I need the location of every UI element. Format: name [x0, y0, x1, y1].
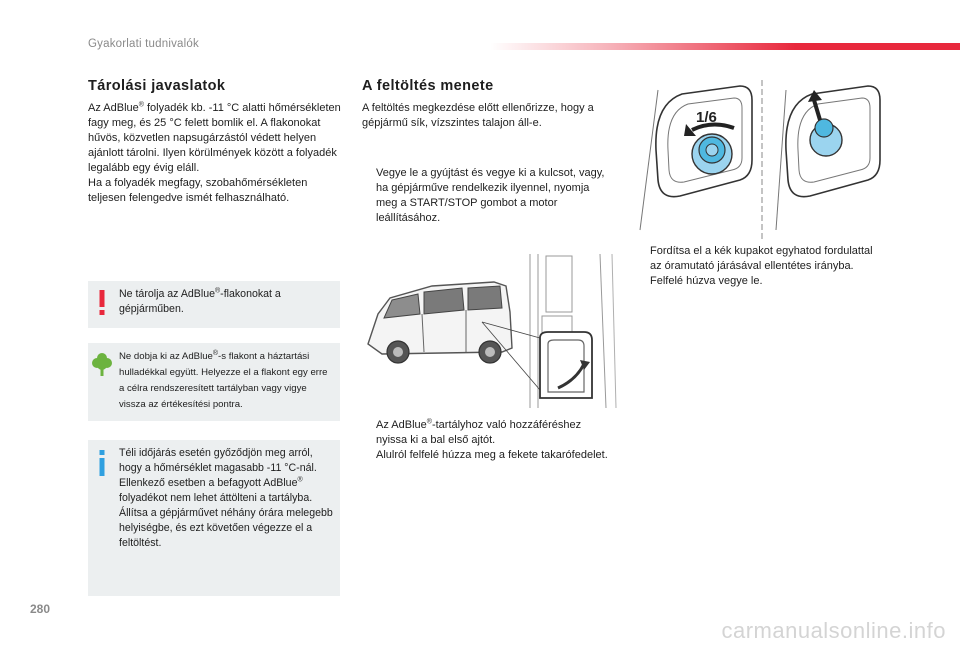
step-switch-off-text: Vegye le a gyújtást és vegye ki a kulcsot, vagy, ha gépjárműve rendelkezik ilyennel, nyomja meg a START/STOP gombot a motor leállításához.: [376, 167, 605, 224]
reg-mark: ®: [212, 349, 219, 357]
storage-text-3: Ha a folyadék megfagy, szobahőmérsékleten teljesen felengedve ismét felhasználható.: [88, 177, 308, 204]
reg-mark: ®: [426, 418, 432, 426]
step-remove-cap-text: Felfelé húzva vegye le.: [650, 275, 763, 287]
step-open-door: [362, 418, 614, 448]
step-pull-cover: [362, 448, 614, 463]
info-i-icon: [98, 450, 106, 476]
warning-text: [119, 287, 329, 317]
exclamation-icon: [98, 290, 106, 316]
info-text: [119, 446, 335, 551]
cap-fraction-label: 1/6: [696, 109, 717, 126]
info-text-a: Téli időjárás esetén győződjön meg arról, hogy a hőmérséklet magasabb -11 °C-nál. Ellenkező esetben a befagyott AdBlue: [119, 447, 317, 489]
van-door-illustration: [362, 252, 618, 408]
refill-title: A feltöltés menete: [362, 78, 494, 94]
page-number: 280: [30, 602, 51, 616]
cap-removal-illustration: [636, 80, 886, 240]
warning-note: [88, 281, 340, 328]
warning-text-b: -flakonokat a gépjárműben.: [119, 288, 281, 315]
step-open-door-text-b: -tartályhoz való hozzáféréshez nyissa ki a bal első ajtót.: [376, 419, 582, 446]
info-text-b: folyadékot nem lehet áttölteni a tartályba. Állítsa a gépjárművet néhány órára melegebb helyiségbe, és ezt követően végezze el a feltöltést.: [119, 492, 333, 549]
step-turn-cap-text: Fordítsa el a kék kupakot egyhatod fordulattal az óramutató járásával ellentétes irányba.: [650, 245, 873, 272]
eco-note: [88, 343, 340, 421]
eco-text: [119, 349, 335, 413]
step-turn-cap: [636, 244, 886, 274]
step-pull-cover-text: Alulról felfelé húzza meg a fekete takarófedelet.: [376, 449, 608, 461]
storage-text-2: folyadék kb. -11 °C alatti hőmérsékleten fagy meg, és 25 °C felett bomlik el. A flakonokat hűvös, közvetlen napsugárzástól védett helyen ajánlott tárolni. Ilyen körülmények között a folyadék legalább egy évig eláll.: [88, 102, 341, 174]
storage-title: Tárolási javaslatok: [88, 78, 226, 94]
eco-text-b: -s flakont a háztartási hulladékkal együtt. Helyezze el a flakont egy erre a célra rendszeresített tartályban vagy vigye vissza az értékesítési pontra.: [119, 351, 328, 410]
header-accent-bar: [490, 43, 960, 50]
tree-icon: [92, 352, 112, 376]
reg-mark: ®: [215, 287, 221, 295]
step-switch-off: [362, 166, 612, 226]
refill-intro: A feltöltés megkezdése előtt ellenőrizze, hogy a gépjármű sík, vízszintes talajon áll-e.: [362, 102, 594, 129]
storage-text-1: Az AdBlue: [88, 102, 139, 114]
reg-mark: ®: [138, 101, 144, 109]
reg-mark: ®: [297, 476, 303, 484]
step-remove-cap: [636, 274, 886, 289]
storage-paragraph: [88, 101, 343, 206]
refill-steps-1: [362, 166, 612, 226]
step-open-door-text-a: Az AdBlue: [376, 419, 427, 431]
site-watermark: carmanualsonline.info: [721, 618, 946, 643]
refill-steps-3: [636, 244, 886, 289]
section-title: Gyakorlati tudnivalók: [88, 38, 199, 50]
info-note: [88, 440, 340, 596]
warning-text-a: Ne tárolja az AdBlue: [119, 288, 215, 300]
eco-text-a: Ne dobja ki az AdBlue: [119, 351, 213, 362]
refill-steps-2: [362, 418, 614, 463]
